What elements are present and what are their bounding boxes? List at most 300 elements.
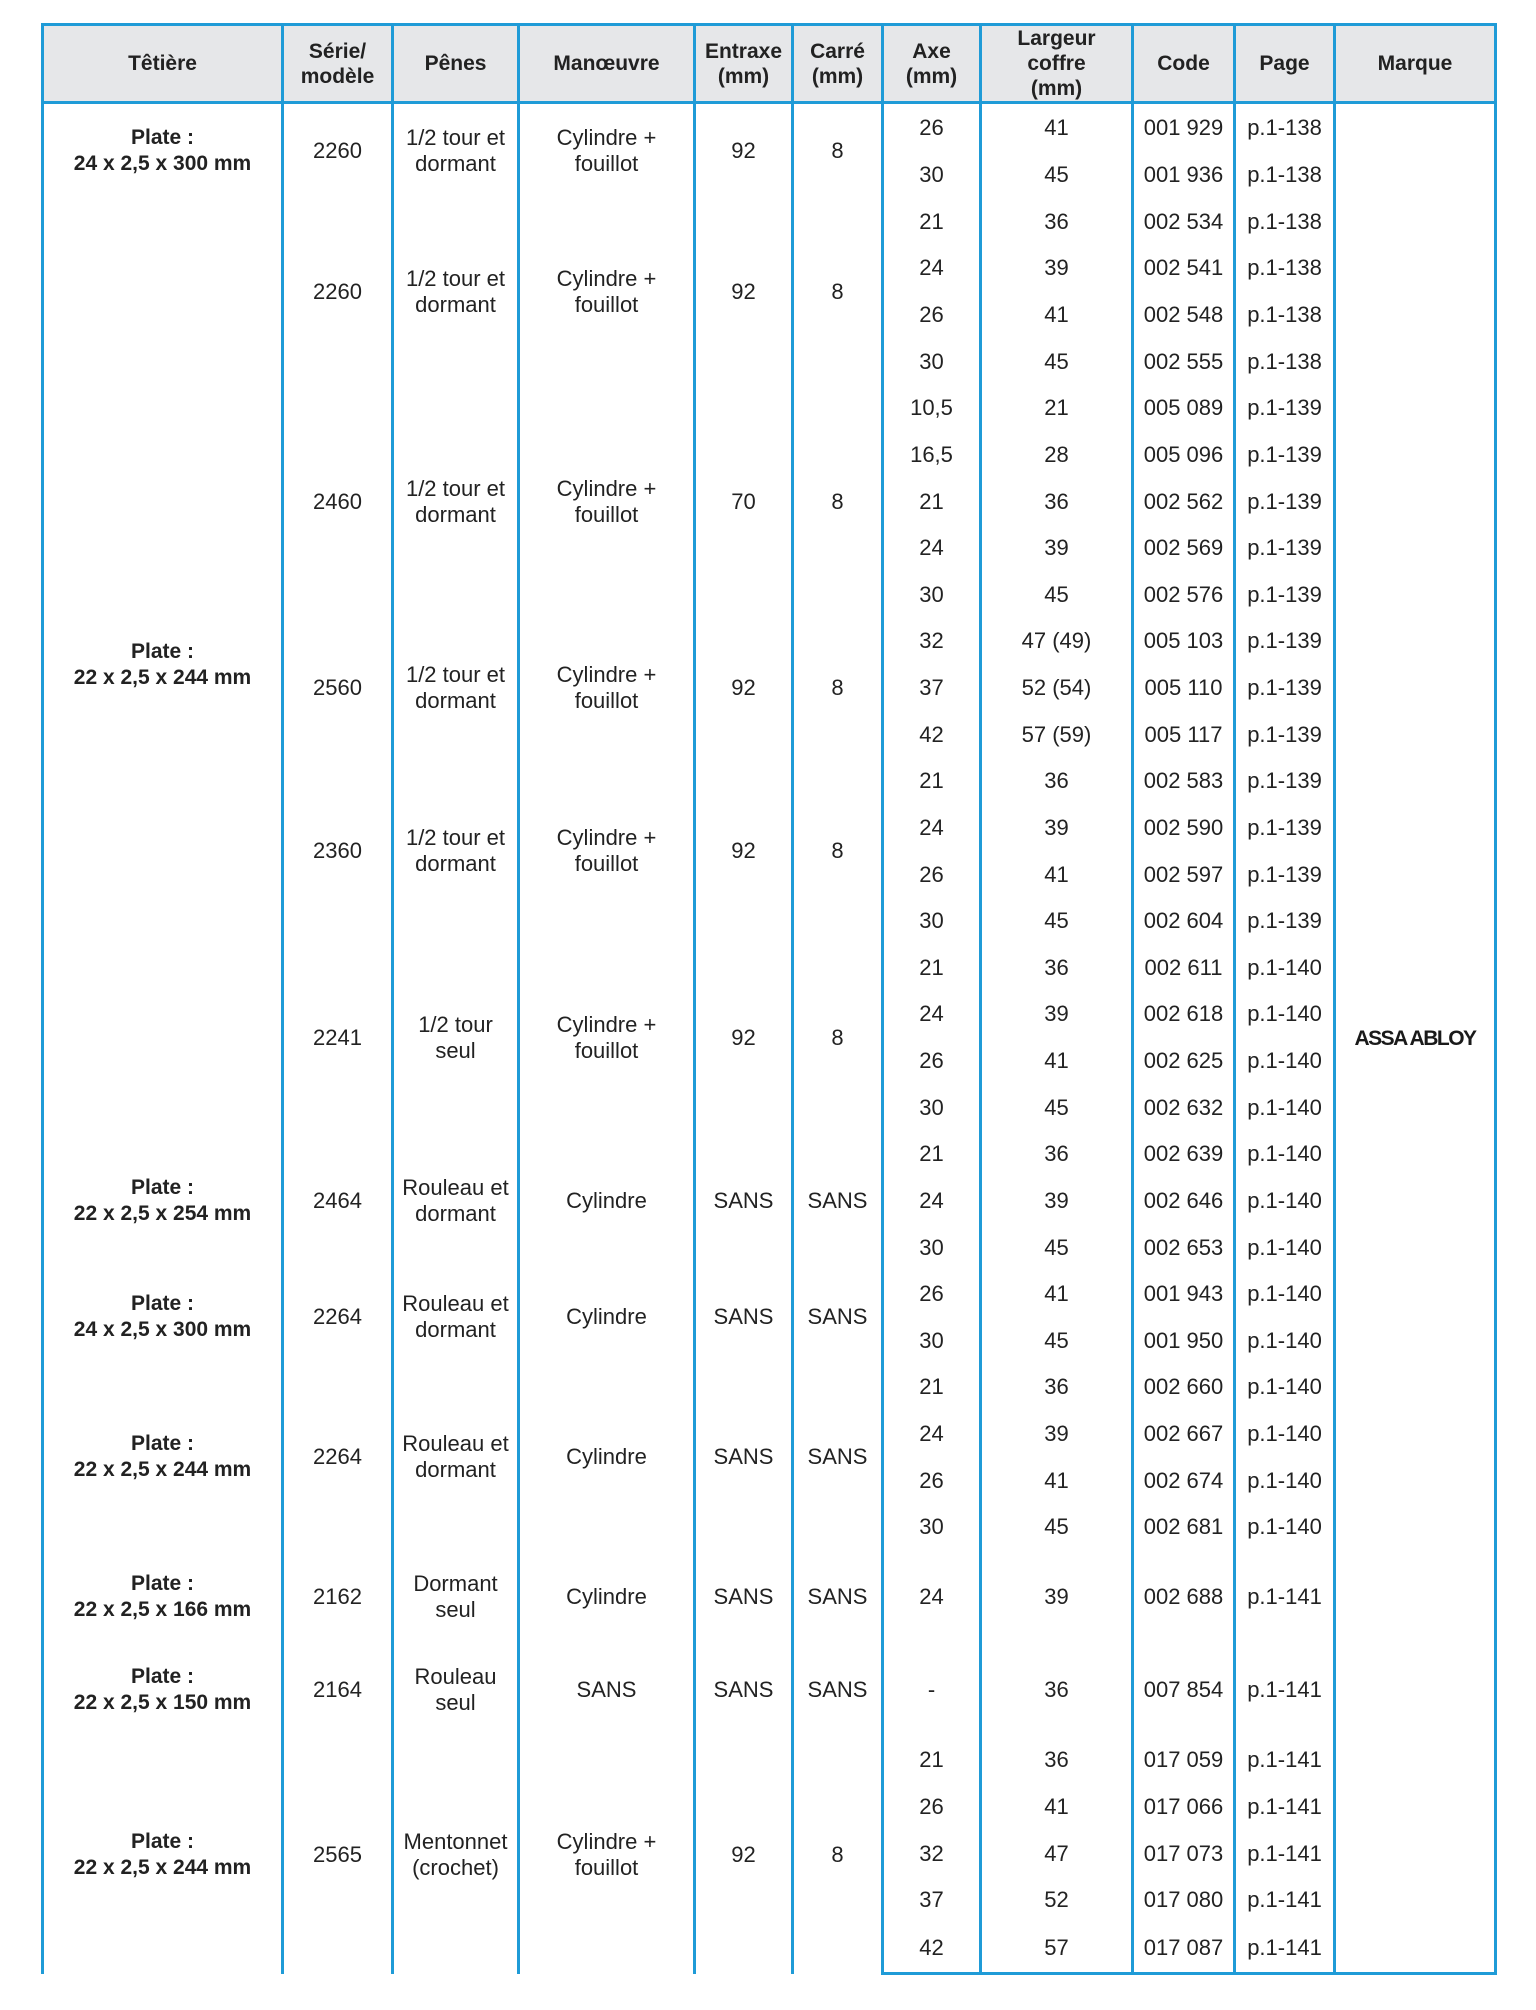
axe-cell bbox=[883, 478, 981, 525]
carre-cell bbox=[793, 1737, 883, 1973]
page-cell-text: p.1-140 bbox=[1247, 1327, 1322, 1353]
largeur-cell-text: 45 bbox=[1044, 581, 1069, 607]
largeur-cell-text: 45 bbox=[1044, 1514, 1069, 1540]
code-cell bbox=[1133, 805, 1235, 852]
header-penes bbox=[393, 25, 519, 103]
code-cell-text: 002 576 bbox=[1143, 581, 1224, 607]
axe-cell-text: 30 bbox=[919, 1514, 944, 1540]
page-cell bbox=[1235, 944, 1335, 991]
axe-cell bbox=[883, 1131, 981, 1178]
penes-cell-line: 1/2 tour et bbox=[405, 265, 506, 291]
code-cell bbox=[1133, 1551, 1235, 1644]
page-cell-text: p.1-139 bbox=[1247, 908, 1322, 934]
penes-cell bbox=[393, 385, 519, 618]
page-cell bbox=[1235, 1224, 1335, 1271]
page-cell-text: p.1-139 bbox=[1247, 861, 1322, 887]
page-cell bbox=[1235, 1131, 1335, 1178]
code-cell bbox=[1133, 1411, 1235, 1458]
tetiere-cell-line: Plate : bbox=[130, 1175, 195, 1199]
page-cell-text: p.1-141 bbox=[1247, 1887, 1322, 1913]
axe-cell-text: 26 bbox=[919, 861, 944, 887]
lock-spec-table bbox=[41, 23, 1497, 1975]
code-cell bbox=[1133, 1084, 1235, 1131]
axe-cell bbox=[883, 1924, 981, 1974]
tetiere-cell bbox=[43, 198, 283, 1131]
carre-cell bbox=[793, 103, 883, 199]
largeur-cell bbox=[981, 1178, 1133, 1225]
code-cell bbox=[1133, 571, 1235, 618]
page-cell-text: p.1-141 bbox=[1247, 1677, 1322, 1703]
page-cell-text: p.1-140 bbox=[1247, 1467, 1322, 1493]
manoeuvre-cell bbox=[519, 385, 695, 618]
largeur-cell bbox=[981, 898, 1133, 945]
page-cell bbox=[1235, 991, 1335, 1038]
page-cell bbox=[1235, 1317, 1335, 1364]
manoeuvre-cell-text: Cylindre bbox=[566, 1187, 647, 1213]
serie-cell bbox=[283, 103, 393, 199]
code-cell bbox=[1133, 1364, 1235, 1411]
serie-cell-text: 2260 bbox=[313, 138, 362, 164]
serie-cell bbox=[283, 385, 393, 618]
page-cell bbox=[1235, 1038, 1335, 1085]
code-cell-text: 005 103 bbox=[1143, 628, 1224, 654]
largeur-cell-text: 41 bbox=[1044, 114, 1069, 140]
code-cell-text: 002 660 bbox=[1143, 1374, 1224, 1400]
carre-cell-text: SANS bbox=[807, 1677, 868, 1703]
largeur-cell-text: 45 bbox=[1044, 1327, 1069, 1353]
code-cell-text: 005 110 bbox=[1144, 675, 1223, 701]
manoeuvre-cell-text: Cylindre bbox=[566, 1584, 647, 1610]
table-row bbox=[43, 103, 1496, 152]
page-cell bbox=[1235, 1411, 1335, 1458]
axe-cell-text: 42 bbox=[919, 1934, 944, 1960]
axe-cell-text: 21 bbox=[919, 488, 944, 514]
page-cell-text: p.1-140 bbox=[1247, 1374, 1322, 1400]
page-cell-text: p.1-139 bbox=[1247, 721, 1322, 747]
carre-cell-text: 8 bbox=[831, 838, 844, 864]
table-body bbox=[43, 103, 1496, 1974]
tetiere-cell-line: Plate : bbox=[130, 1292, 195, 1316]
tetiere-cell bbox=[43, 1131, 283, 1271]
page-cell bbox=[1235, 1457, 1335, 1504]
penes-cell-line: (crochet) bbox=[412, 1855, 499, 1881]
axe-cell bbox=[883, 898, 981, 945]
manoeuvre-cell-text: Cylindre bbox=[566, 1444, 647, 1470]
entraxe-cell-text: SANS bbox=[713, 1187, 774, 1213]
code-cell-text: 002 541 bbox=[1143, 255, 1224, 281]
manoeuvre-cell-text: Cylindre + fouillot bbox=[556, 1011, 657, 1063]
axe-cell-text: 10,5 bbox=[910, 395, 953, 421]
manoeuvre-cell bbox=[519, 198, 695, 385]
code-cell bbox=[1133, 245, 1235, 292]
serie-cell-text: 2164 bbox=[313, 1677, 362, 1703]
page-cell bbox=[1235, 152, 1335, 199]
axe-cell-text: 30 bbox=[919, 1327, 944, 1353]
largeur-cell-text: 39 bbox=[1044, 1584, 1069, 1610]
largeur-cell-text: 45 bbox=[1044, 1094, 1069, 1120]
code-cell-text: 002 583 bbox=[1143, 768, 1224, 794]
page-cell-text: p.1-140 bbox=[1247, 1001, 1322, 1027]
largeur-cell bbox=[981, 1224, 1133, 1271]
page-cell-text: p.1-141 bbox=[1247, 1584, 1322, 1610]
tetiere-cell-line: 22 x 2,5 x 244 mm bbox=[73, 1856, 252, 1880]
page-cell bbox=[1235, 385, 1335, 432]
largeur-cell bbox=[981, 1504, 1133, 1551]
manoeuvre-cell-text: Cylindre + fouillot bbox=[556, 662, 657, 714]
carre-cell-text: SANS bbox=[807, 1444, 868, 1470]
manoeuvre-cell bbox=[519, 1551, 695, 1644]
carre-cell-text: SANS bbox=[807, 1304, 868, 1330]
axe-cell bbox=[883, 1178, 981, 1225]
largeur-cell-text: 36 bbox=[1044, 768, 1069, 794]
entraxe-cell-text: 92 bbox=[731, 278, 756, 304]
header-serie bbox=[283, 25, 393, 103]
page-cell-text: p.1-141 bbox=[1247, 1794, 1322, 1820]
largeur-cell-text: 41 bbox=[1044, 1281, 1069, 1307]
penes-cell-line: seul bbox=[435, 1597, 476, 1623]
page-cell-text: p.1-140 bbox=[1247, 1281, 1322, 1307]
page-cell-text: p.1-141 bbox=[1247, 1934, 1322, 1960]
code-cell bbox=[1133, 1224, 1235, 1271]
penes-cell-line: 1/2 tour et bbox=[405, 825, 506, 851]
penes-cell-line: Rouleau et bbox=[402, 1291, 509, 1317]
code-cell-text: 017 080 bbox=[1143, 1887, 1224, 1913]
axe-cell-text: 24 bbox=[919, 1187, 944, 1213]
page-cell bbox=[1235, 851, 1335, 898]
header-text: Axe bbox=[912, 39, 951, 63]
code-cell-text: 002 548 bbox=[1143, 302, 1224, 328]
page-cell-text: p.1-139 bbox=[1247, 535, 1322, 561]
manoeuvre-cell bbox=[519, 1131, 695, 1271]
largeur-cell bbox=[981, 525, 1133, 572]
axe-cell bbox=[883, 1317, 981, 1364]
axe-cell bbox=[883, 805, 981, 852]
largeur-cell bbox=[981, 758, 1133, 805]
serie-cell-text: 2260 bbox=[313, 278, 362, 304]
tetiere-cell-line: Plate : bbox=[130, 1432, 195, 1456]
entraxe-cell bbox=[695, 1644, 793, 1737]
page-cell bbox=[1235, 432, 1335, 479]
header-text: Code bbox=[1157, 52, 1210, 75]
code-cell bbox=[1133, 432, 1235, 479]
code-cell-text: 017 066 bbox=[1143, 1794, 1224, 1820]
code-cell-text: 002 534 bbox=[1143, 208, 1224, 234]
code-cell bbox=[1133, 1178, 1235, 1225]
page-cell bbox=[1235, 1084, 1335, 1131]
serie-cell-text: 2464 bbox=[313, 1187, 362, 1213]
largeur-cell bbox=[981, 1084, 1133, 1131]
penes-cell bbox=[393, 1364, 519, 1551]
axe-cell-text: 32 bbox=[919, 628, 944, 654]
largeur-cell-text: 52 (54) bbox=[1021, 675, 1092, 701]
page-cell bbox=[1235, 711, 1335, 758]
axe-cell-text: 21 bbox=[919, 768, 944, 794]
tetiere-cell-line: 22 x 2,5 x 150 mm bbox=[73, 1691, 252, 1715]
code-cell bbox=[1133, 1271, 1235, 1318]
serie-cell bbox=[283, 1551, 393, 1644]
largeur-cell bbox=[981, 338, 1133, 385]
code-cell bbox=[1133, 711, 1235, 758]
serie-cell bbox=[283, 198, 393, 385]
axe-cell bbox=[883, 1084, 981, 1131]
carre-cell bbox=[793, 385, 883, 618]
serie-cell-text: 2264 bbox=[313, 1444, 362, 1470]
manoeuvre-cell bbox=[519, 1271, 695, 1364]
entraxe-cell-text: SANS bbox=[713, 1584, 774, 1610]
entraxe-cell-text: 92 bbox=[731, 1024, 756, 1050]
page-cell bbox=[1235, 525, 1335, 572]
page-cell-text: p.1-138 bbox=[1247, 114, 1322, 140]
table-row bbox=[43, 1271, 1496, 1318]
largeur-cell bbox=[981, 292, 1133, 339]
largeur-cell bbox=[981, 1924, 1133, 1974]
axe-cell bbox=[883, 1457, 981, 1504]
largeur-cell-text: 41 bbox=[1044, 861, 1069, 887]
axe-cell bbox=[883, 1737, 981, 1784]
header-text: (mm) bbox=[811, 64, 864, 88]
largeur-cell-text: 52 bbox=[1044, 1887, 1069, 1913]
axe-cell-text: 24 bbox=[919, 1421, 944, 1447]
serie-cell bbox=[283, 1737, 393, 1973]
code-cell bbox=[1133, 103, 1235, 152]
manoeuvre-cell bbox=[519, 1737, 695, 1973]
page-cell-text: p.1-140 bbox=[1247, 1514, 1322, 1540]
page-cell bbox=[1235, 245, 1335, 292]
axe-cell bbox=[883, 1830, 981, 1877]
code-cell-text: 001 950 bbox=[1143, 1327, 1224, 1353]
page-cell-text: p.1-139 bbox=[1247, 675, 1322, 701]
axe-cell bbox=[883, 571, 981, 618]
code-cell bbox=[1133, 1924, 1235, 1974]
page-cell-text: p.1-140 bbox=[1247, 1141, 1322, 1167]
code-cell bbox=[1133, 292, 1235, 339]
largeur-cell bbox=[981, 944, 1133, 991]
code-cell bbox=[1133, 1038, 1235, 1085]
code-cell-text: 005 096 bbox=[1143, 441, 1224, 467]
code-cell-text: 002 597 bbox=[1143, 861, 1224, 887]
largeur-cell bbox=[981, 618, 1133, 665]
largeur-cell-text: 45 bbox=[1044, 908, 1069, 934]
carre-cell bbox=[793, 944, 883, 1131]
serie-cell bbox=[283, 1271, 393, 1364]
largeur-cell-text: 41 bbox=[1044, 302, 1069, 328]
entraxe-cell bbox=[695, 385, 793, 618]
entraxe-cell bbox=[695, 758, 793, 945]
page-cell-text: p.1-139 bbox=[1247, 768, 1322, 794]
page-cell-text: p.1-140 bbox=[1247, 1187, 1322, 1213]
carre-cell bbox=[793, 198, 883, 385]
largeur-cell bbox=[981, 1877, 1133, 1924]
penes-cell bbox=[393, 1644, 519, 1737]
header-text: Têtière bbox=[128, 52, 197, 75]
axe-cell bbox=[883, 385, 981, 432]
code-cell bbox=[1133, 385, 1235, 432]
page-cell-text: p.1-140 bbox=[1247, 1094, 1322, 1120]
page-cell-text: p.1-140 bbox=[1247, 954, 1322, 980]
axe-cell bbox=[883, 103, 981, 152]
largeur-cell bbox=[981, 198, 1133, 245]
axe-cell bbox=[883, 292, 981, 339]
largeur-cell bbox=[981, 1271, 1133, 1318]
carre-cell-text: 8 bbox=[831, 278, 844, 304]
carre-cell bbox=[793, 1131, 883, 1271]
code-cell-text: 001 936 bbox=[1143, 162, 1224, 188]
code-cell bbox=[1133, 338, 1235, 385]
penes-cell-line: Dormant bbox=[413, 1571, 498, 1597]
axe-cell bbox=[883, 1784, 981, 1831]
entraxe-cell bbox=[695, 618, 793, 758]
page-cell bbox=[1235, 1877, 1335, 1924]
code-cell bbox=[1133, 665, 1235, 712]
entraxe-cell-text: 92 bbox=[731, 1842, 756, 1868]
largeur-cell bbox=[981, 805, 1133, 852]
manoeuvre-cell bbox=[519, 618, 695, 758]
axe-cell-text: 30 bbox=[919, 581, 944, 607]
carre-cell-text: SANS bbox=[807, 1584, 868, 1610]
page-cell bbox=[1235, 1924, 1335, 1974]
manoeuvre-cell-text: Cylindre + fouillot bbox=[556, 265, 657, 317]
header-axe bbox=[883, 25, 981, 103]
axe-cell-text: 30 bbox=[919, 908, 944, 934]
penes-cell bbox=[393, 198, 519, 385]
table-header bbox=[43, 25, 1496, 103]
largeur-cell bbox=[981, 152, 1133, 199]
entraxe-cell bbox=[695, 1271, 793, 1364]
axe-cell-text: 24 bbox=[919, 814, 944, 840]
code-cell bbox=[1133, 1644, 1235, 1737]
page-cell bbox=[1235, 1178, 1335, 1225]
axe-cell bbox=[883, 198, 981, 245]
largeur-cell-text: 21 bbox=[1044, 395, 1069, 421]
page-cell-text: p.1-140 bbox=[1247, 1234, 1322, 1260]
header-largeur bbox=[981, 25, 1133, 103]
largeur-cell-text: 57 bbox=[1044, 1934, 1069, 1960]
axe-cell-text: 26 bbox=[919, 1281, 944, 1307]
axe-cell-text: 21 bbox=[919, 954, 944, 980]
penes-cell-line: dormant bbox=[415, 291, 496, 317]
code-cell-text: 002 639 bbox=[1143, 1141, 1224, 1167]
axe-cell bbox=[883, 758, 981, 805]
code-cell-text: 002 688 bbox=[1143, 1584, 1224, 1610]
manoeuvre-cell-text: Cylindre + fouillot bbox=[556, 125, 657, 177]
entraxe-cell bbox=[695, 944, 793, 1131]
serie-cell-text: 2565 bbox=[313, 1842, 362, 1868]
largeur-cell bbox=[981, 385, 1133, 432]
penes-cell-line: seul bbox=[435, 1037, 476, 1063]
penes-cell bbox=[393, 103, 519, 199]
page-cell bbox=[1235, 898, 1335, 945]
axe-cell bbox=[883, 1551, 981, 1644]
table-row bbox=[43, 1644, 1496, 1737]
manoeuvre-cell-text: Cylindre bbox=[566, 1304, 647, 1330]
tetiere-cell bbox=[43, 1271, 283, 1364]
axe-cell bbox=[883, 851, 981, 898]
page-cell bbox=[1235, 1830, 1335, 1877]
axe-cell-text: 30 bbox=[919, 348, 944, 374]
page-cell bbox=[1235, 665, 1335, 712]
penes-cell-line: dormant bbox=[415, 151, 496, 177]
header-row bbox=[43, 25, 1496, 103]
axe-cell-text: 21 bbox=[919, 1141, 944, 1167]
largeur-cell-text: 45 bbox=[1044, 1234, 1069, 1260]
axe-cell bbox=[883, 1644, 981, 1737]
carre-cell-text: 8 bbox=[831, 138, 844, 164]
page-cell bbox=[1235, 1737, 1335, 1784]
carre-cell-text: 8 bbox=[831, 1024, 844, 1050]
header-text: modèle bbox=[300, 64, 375, 88]
entraxe-cell-text: 92 bbox=[731, 675, 756, 701]
penes-cell bbox=[393, 1737, 519, 1973]
manoeuvre-cell bbox=[519, 1644, 695, 1737]
header-text: (mm) bbox=[1030, 77, 1083, 100]
largeur-cell bbox=[981, 432, 1133, 479]
tetiere-cell bbox=[43, 1551, 283, 1644]
code-cell-text: 002 667 bbox=[1143, 1421, 1224, 1447]
header-manoeuvre bbox=[519, 25, 695, 103]
axe-cell-text: 26 bbox=[919, 1467, 944, 1493]
entraxe-cell-text: 92 bbox=[731, 138, 756, 164]
code-cell bbox=[1133, 1457, 1235, 1504]
manoeuvre-cell bbox=[519, 944, 695, 1131]
header-text: Pênes bbox=[424, 52, 487, 75]
axe-cell-text: 24 bbox=[919, 535, 944, 561]
penes-cell-line: dormant bbox=[415, 501, 496, 527]
entraxe-cell-text: SANS bbox=[713, 1444, 774, 1470]
entraxe-cell bbox=[695, 198, 793, 385]
penes-cell bbox=[393, 758, 519, 945]
table-row bbox=[43, 1737, 1496, 1784]
entraxe-cell bbox=[695, 1131, 793, 1271]
table-row bbox=[43, 1131, 1496, 1178]
carre-cell bbox=[793, 1551, 883, 1644]
largeur-cell-text: 47 (49) bbox=[1021, 628, 1092, 654]
penes-cell-line: Rouleau bbox=[414, 1664, 497, 1690]
largeur-cell-text: 36 bbox=[1044, 1677, 1069, 1703]
page-cell-text: p.1-141 bbox=[1247, 1747, 1322, 1773]
table-row bbox=[43, 1551, 1496, 1644]
page-cell bbox=[1235, 571, 1335, 618]
code-cell bbox=[1133, 525, 1235, 572]
header-tetiere bbox=[43, 25, 283, 103]
header-text: Carré bbox=[810, 39, 865, 63]
manoeuvre-cell-text: Cylindre + fouillot bbox=[556, 825, 657, 877]
page-cell-text: p.1-139 bbox=[1247, 628, 1322, 654]
page-cell bbox=[1235, 292, 1335, 339]
page-cell-text: p.1-139 bbox=[1247, 395, 1322, 421]
axe-cell bbox=[883, 338, 981, 385]
tetiere-cell-line: 22 x 2,5 x 166 mm bbox=[73, 1598, 252, 1622]
largeur-cell-text: 36 bbox=[1044, 1141, 1069, 1167]
code-cell-text: 002 590 bbox=[1143, 814, 1224, 840]
tetiere-cell-line: Plate : bbox=[130, 639, 195, 663]
axe-cell bbox=[883, 1411, 981, 1458]
header-text: Manœuvre bbox=[553, 52, 660, 75]
code-cell-text: 002 653 bbox=[1143, 1234, 1224, 1260]
code-cell-text: 017 073 bbox=[1143, 1840, 1224, 1866]
code-cell bbox=[1133, 1877, 1235, 1924]
spec-table-container bbox=[41, 23, 1494, 1975]
tetiere-cell-line: Plate : bbox=[130, 1572, 195, 1596]
page-cell-text: p.1-141 bbox=[1247, 1840, 1322, 1866]
largeur-cell-text: 45 bbox=[1044, 162, 1069, 188]
manoeuvre-cell bbox=[519, 103, 695, 199]
largeur-cell bbox=[981, 1457, 1133, 1504]
code-cell bbox=[1133, 1784, 1235, 1831]
largeur-cell bbox=[981, 851, 1133, 898]
axe-cell-text: 24 bbox=[919, 1584, 944, 1610]
page-cell bbox=[1235, 618, 1335, 665]
carre-cell bbox=[793, 1644, 883, 1737]
